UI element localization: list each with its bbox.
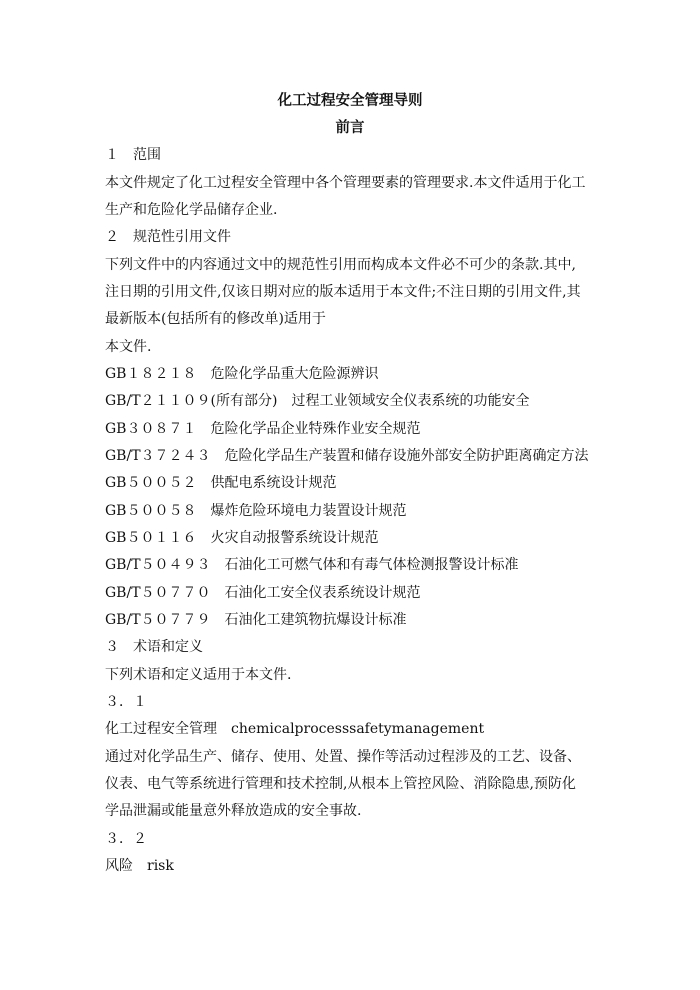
section-heading-terms: ３ 术语和定义 <box>105 639 203 655</box>
reference-item: GB３０８７１ 危险化学品企业特殊作业安全规范 <box>105 421 421 437</box>
reference-item: GB/T５０７７０ 石油化工安全仪表系统设计规范 <box>105 585 421 601</box>
paragraph-line: 生产和危险化学品储存企业. <box>105 202 278 218</box>
reference-item: GB/T５０４９３ 石油化工可燃气体和有毒气体检测报警设计标准 <box>105 557 519 573</box>
term-name: 化工过程安全管理 chemicalprocesssafetymanagement <box>105 721 485 737</box>
reference-item: GB/T２１１０９(所有部分) 过程工业领域安全仪表系统的功能安全 <box>105 393 530 409</box>
paragraph-line: 本文件. <box>105 339 152 355</box>
paragraph-line: 仪表、电气等系统进行管理和技术控制,从根本上管控风险、消除隐患,预防化 <box>105 776 576 792</box>
reference-item: GB５００５２ 供配电系统设计规范 <box>105 475 337 491</box>
reference-item: GB５００５８ 爆炸危险环境电力装置设计规范 <box>105 503 407 519</box>
paragraph-line: 下列文件中的内容通过文中的规范性引用而构成本文件必不可少的条款.其中, <box>105 257 576 273</box>
reference-item: GB１８２１８ 危险化学品重大危险源辨识 <box>105 366 379 382</box>
paragraph-line: 本文件规定了化工过程安全管理中各个管理要素的管理要求.本文件适用于化工 <box>105 175 586 191</box>
term-number: ３．１ <box>105 694 147 710</box>
section-heading-scope: １ 范围 <box>105 147 161 163</box>
paragraph-line: 注日期的引用文件,仅该日期对应的版本适用于本文件;不注日期的引用文件,其 <box>105 284 581 300</box>
term-name: 风险 risk <box>105 858 174 874</box>
reference-item: GB/T５０７７９ 石油化工建筑物抗爆设计标准 <box>105 612 407 628</box>
paragraph-line: 下列术语和定义适用于本文件. <box>105 667 292 683</box>
document-title: 化工过程安全管理导则 <box>277 92 423 109</box>
paragraph-line: 学品泄漏或能量意外释放造成的安全事故. <box>105 803 362 819</box>
reference-item: GB/T３７２４３ 危险化学品生产装置和储存设施外部安全防护距离确定方法 <box>105 448 589 464</box>
term-number: ３．２ <box>105 831 147 847</box>
section-heading-references: ２ 规范性引用文件 <box>105 229 231 245</box>
paragraph-line: 通过对化学品生产、储存、使用、处置、操作等活动过程涉及的工艺、设备、 <box>105 749 581 765</box>
paragraph-line: 最新版本(包括所有的修改单)适用于 <box>105 311 326 327</box>
preface-heading: 前言 <box>335 119 365 136</box>
reference-item: GB５０１１６ 火灾自动报警系统设计规范 <box>105 530 379 546</box>
